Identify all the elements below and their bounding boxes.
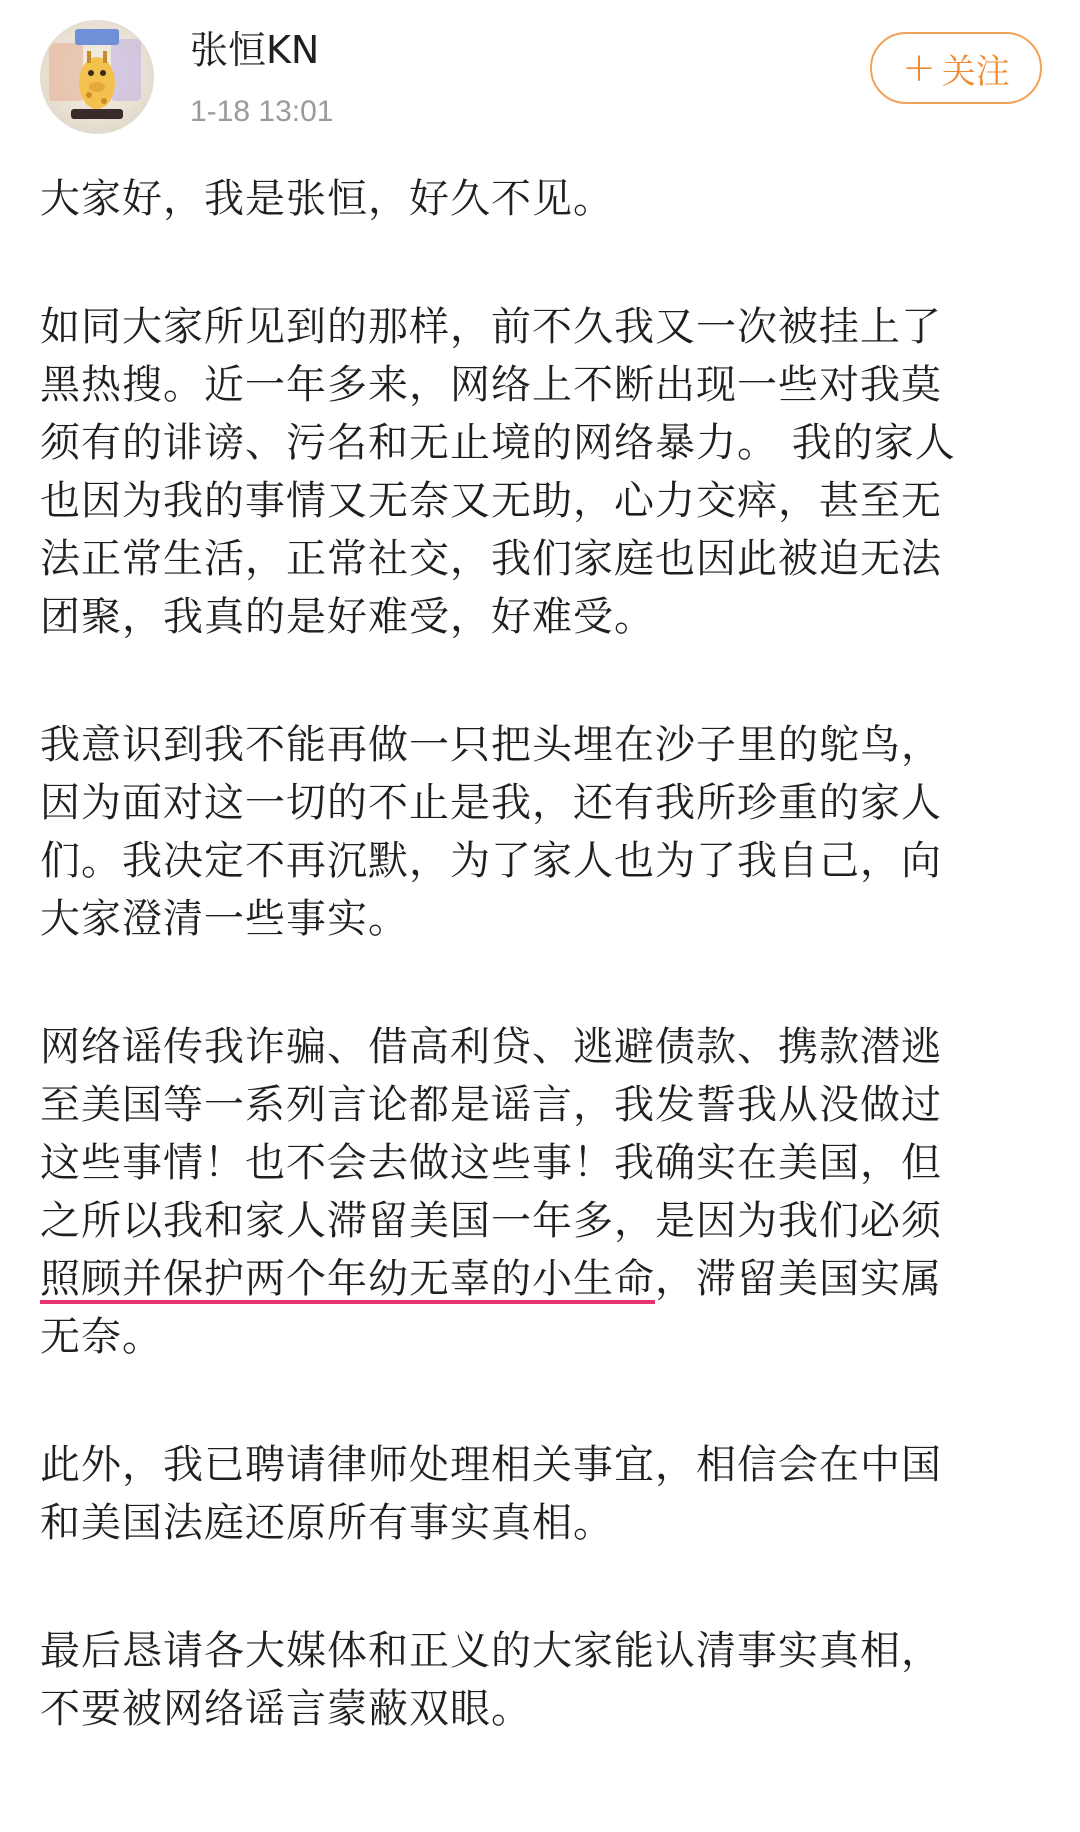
paragraph-greeting: 大家好，我是张恒，好久不见。 bbox=[40, 176, 614, 222]
paragraph-5: 最后恳请各大媒体和正义的大家能认清事实真相， 不要被网络谣言蒙蔽双眼。 bbox=[40, 1628, 942, 1732]
post-header bbox=[0, 0, 1080, 150]
paragraph-3-after: ，滞留美国实属 无奈。 bbox=[40, 1256, 942, 1360]
follow-button-label: 关注 bbox=[941, 51, 1010, 92]
avatar[interactable] bbox=[40, 20, 154, 134]
paragraph-3-before: 网络谣传我诈骗、借高利贷、逃避债款、携款潜逃 至美国等一系列言论都是谣言，我发誓我从没做过 这些事情！也不会去做这些事！我确实在美国，但 之所以我和家人滞留美国一年多，是因为我们必须 bbox=[40, 1024, 942, 1244]
follow-button[interactable] bbox=[870, 32, 1042, 104]
giraffe-avatar-icon bbox=[41, 21, 153, 133]
paragraph-4: 此外，我已聘请律师处理相关事宜，相信会在中国 和美国法庭还原所有事实真相。 bbox=[40, 1442, 942, 1546]
post-body bbox=[40, 140, 1050, 1738]
author-name[interactable]: 张恒KN bbox=[190, 28, 320, 72]
paragraph-1: 如同大家所见到的那样，前不久我又一次被挂上了 黑热搜。近一年多来，网络上不断出现一些对我莫 须有的诽谤、污名和无止境的网络暴力。 我的家人 也因为我的事情又无奈又无助，心力交瘁，甚至无 法正常生活，正常社交，我们家庭也因此被迫无法 团聚，我真的是好难受，好难受。 bbox=[40, 304, 956, 640]
highlighted-phrase: 照顾并保护两个年幼无辜的小生命 bbox=[40, 1256, 655, 1302]
post-timestamp: 1-18 13:01 bbox=[190, 95, 334, 128]
paragraph-2: 我意识到我不能再做一只把头埋在沙子里的鸵鸟， 因为面对这一切的不止是我，还有我所珍重的家人 们。我决定不再沉默，为了家人也为了我自己，向 大家澄清一些事实。 bbox=[40, 722, 942, 942]
plus-icon: + bbox=[902, 45, 936, 91]
paragraph-3 bbox=[40, 1018, 1050, 1366]
